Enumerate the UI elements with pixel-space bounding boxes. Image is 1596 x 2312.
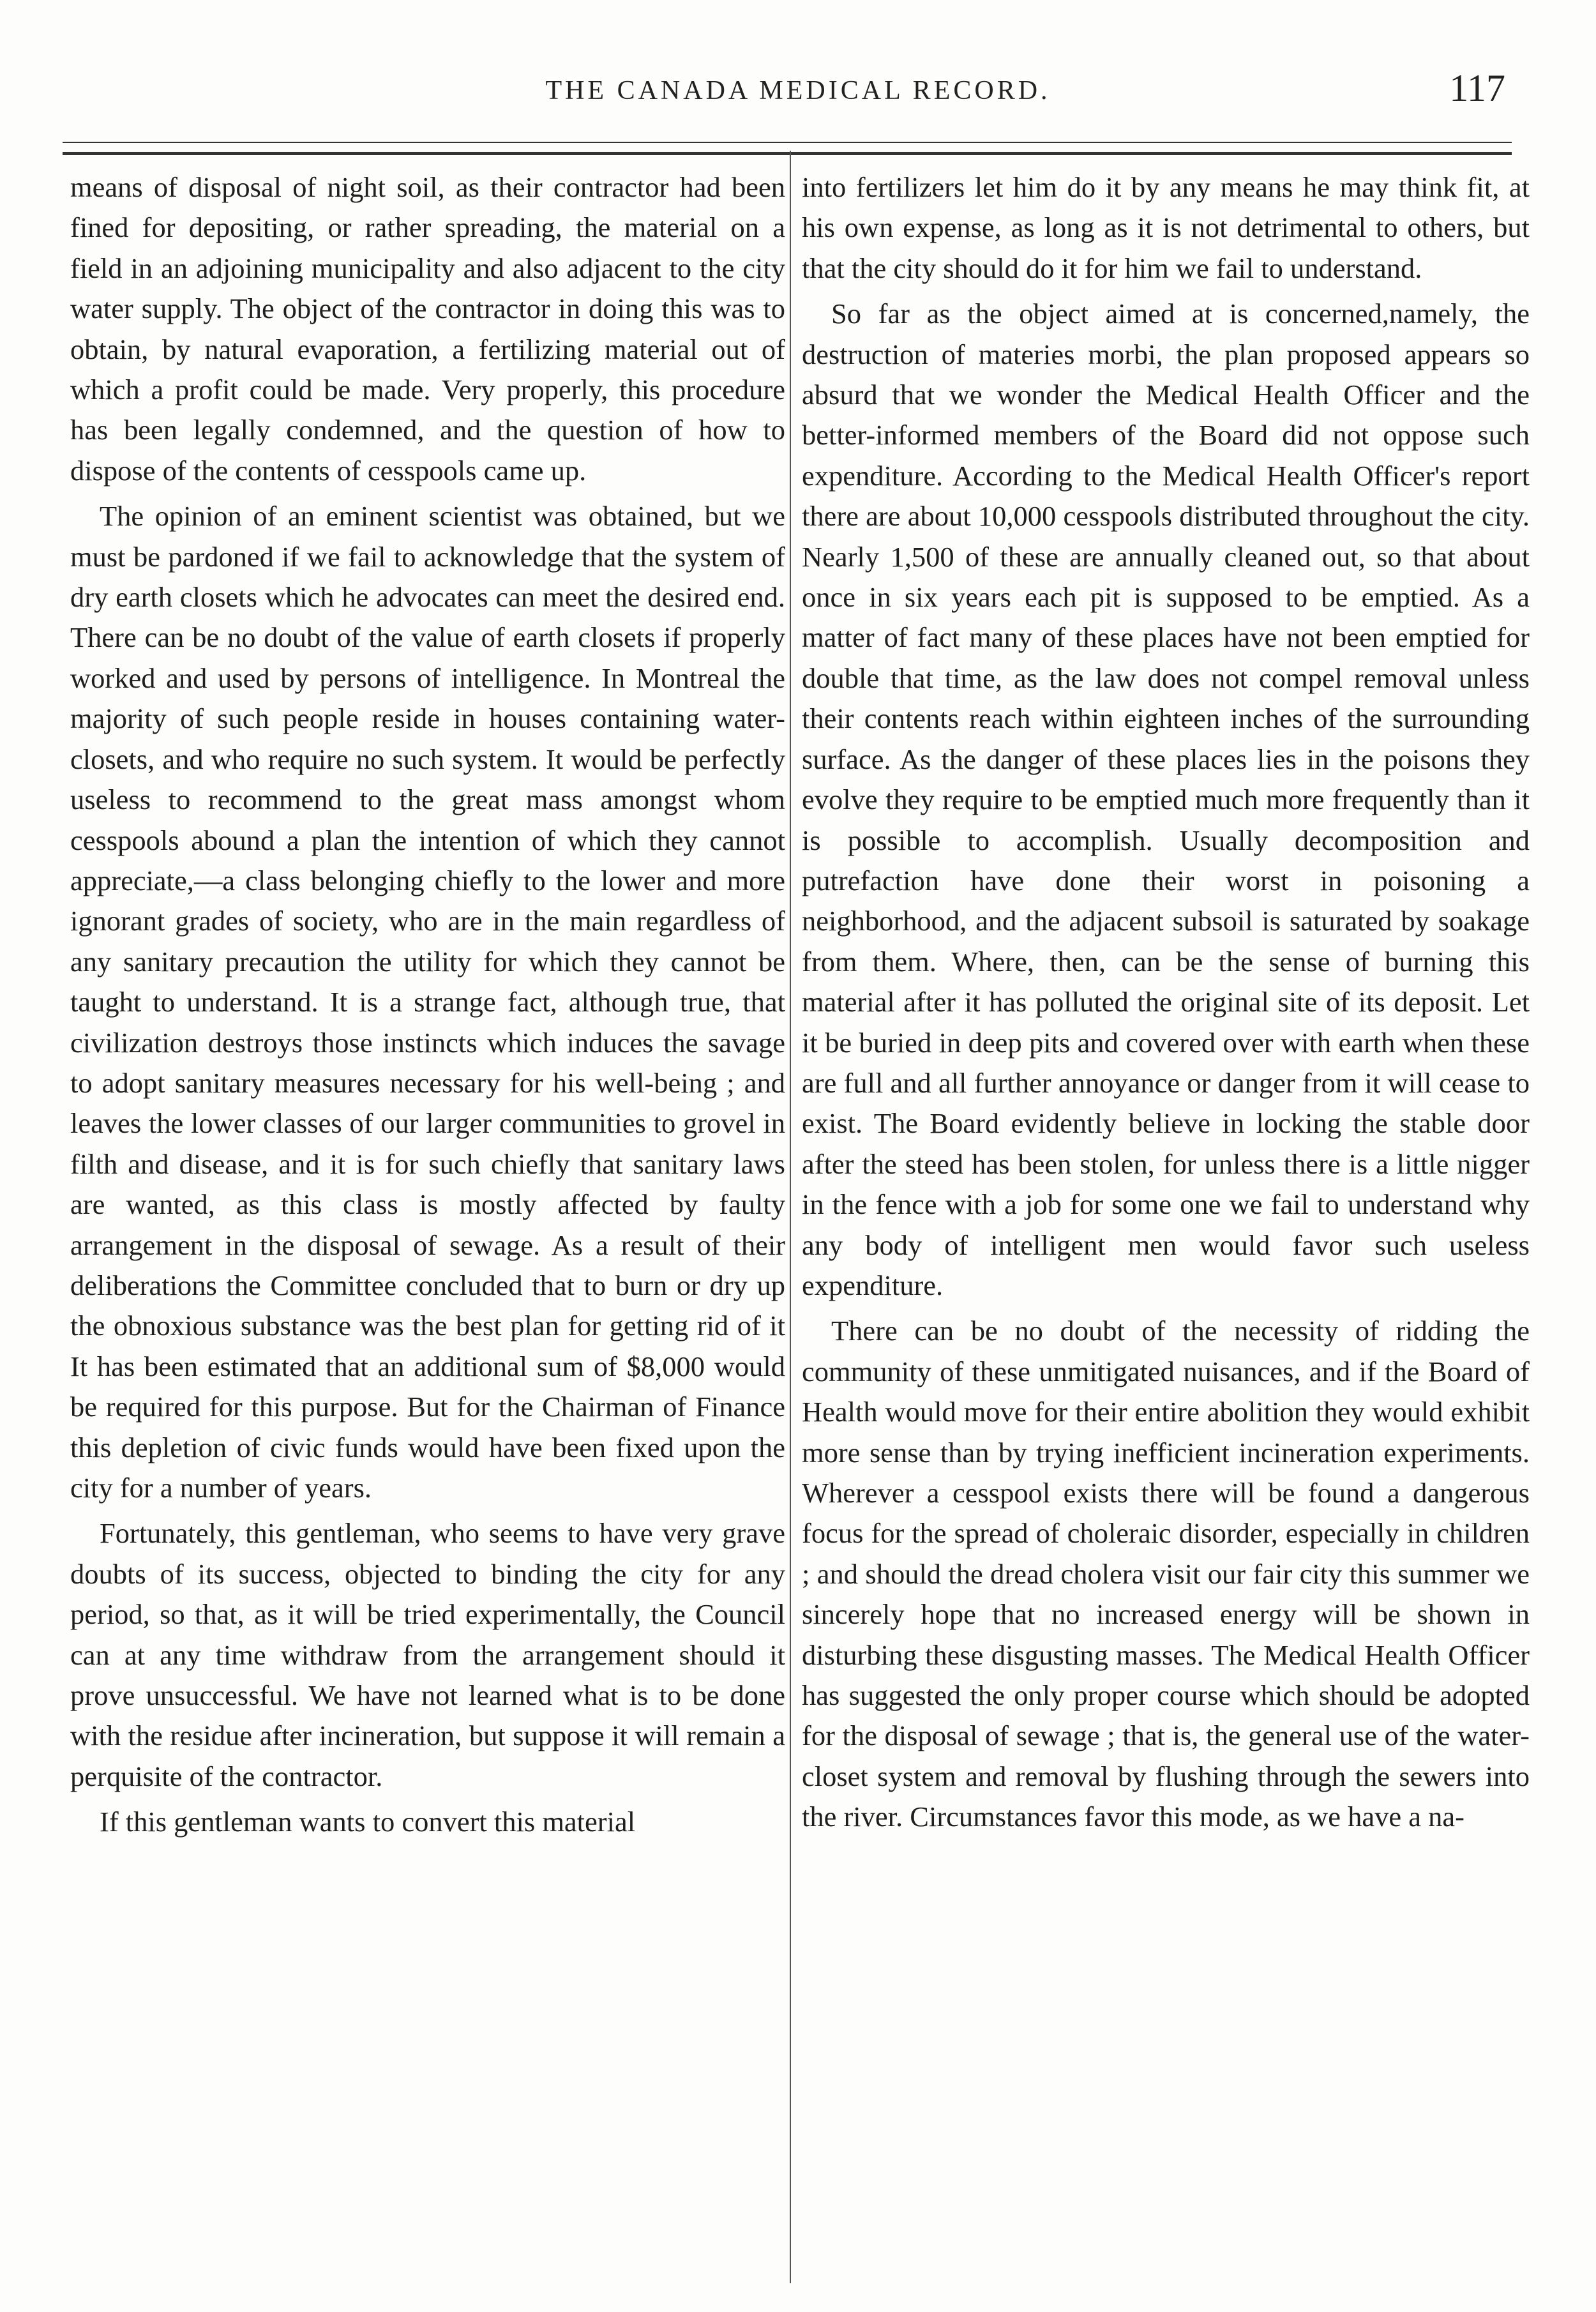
header-rule <box>63 142 1512 155</box>
paragraph: If this gentleman wants to convert this material <box>100 1806 636 1838</box>
paragraph: into fertilizers let him do it by any means he may think fit, at his own expense, as long as it is not detrimental to others, but that the city should do it for him we fail to understand. <box>802 171 1530 284</box>
paragraph: means of disposal of night soil, as their contractor had been fined for depositing, or rather spreading, the material on a field in an adjoining municipality and also adjacent to the city water supply. The object of the contractor in doing this was to obtain, by natural evaporation, a fertilizing material out of which a profit could be made. Very properly, this procedure has been legally condemned, and the question of how to dispose of the contents of cesspools came up. <box>70 171 785 487</box>
right-column <box>802 167 1530 1843</box>
column-divider <box>790 151 791 2283</box>
paragraph: There can be no doubt of the necessity of ridding the community of these unmitigated nuisances, and if the Board of Health would move for their entire abolition they would exhibit more sense than by trying inefficient incineration experiments. Wherever a cesspool exists there will be found a dangerous focus for the spread of choleraic disorder, especially in children ; and should the dread cholera visit our fair city this summer we sincerely hope that no increased energy will be shown in disturbing these disgusting masses. The Medical Health Officer has suggested the only proper course which should be adopted for the disposal of sewage ; that is, the general use of the water-closet system and removal by flushing through the sewers into the river. Circumstances favor this mode, as we have a na- <box>802 1315 1530 1833</box>
left-column <box>70 167 785 1848</box>
paragraph: So far as the object aimed at is concerned,namely, the destruction of materies morbi, the plan proposed appears so absurd that we wonder the Medical Health Officer and the better-informed members of the Board did not oppose such expenditure. According to the Medical Health Officer's report there are about 10,000 cesspools distributed throughout the city. Nearly 1,500 of these are annually cleaned out, so that about once in six years each pit is supposed to be emptied. As a matter of fact many of these places have not been emptied for double that time, as the law does not compel removal unless their contents reach within eighteen inches of the surrounding surface. As the danger of these places lies in the poisons they evolve they require to be emptied much more frequently than it is possible to accomplish. Usually decomposition and putrefaction have done their worst in poisoning a neighborhood, and the adjacent subsoil is saturated by soakage from them. Where, then, can be the sense of burning this material after it has polluted the original site of its deposit. Let it be buried in deep pits and covered over with earth when these are full and all further annoyance or danger from it will cease to exist. The Board evidently believe in locking the stable door after the steed has been stolen, for unless there is a little nigger in the fence with a job for some one we fail to understand why any body of intelligent men would favor such useless expenditure. <box>802 298 1530 1301</box>
paragraph: The opinion of an eminent scientist was obtained, but we must be pardoned if we fail to acknowledge that the system of dry earth closets which he advocates can meet the desired end. There can be no doubt of the value of earth closets if properly worked and used by persons of intelligence. In Montreal the majority of such people reside in houses containing water-closets, and who require no such system. It would be perfectly useless to recommend to the great mass amongst whom cesspools abound a plan the intention of which they cannot appreciate,—a class belonging chiefly to the lower and more ignorant grades of society, who are in the main regardless of any sanitary precaution the utility for which they cannot be taught to understand. It is a strange fact, although true, that civilization destroys those instincts which induces the savage to adopt sanitary measures necessary for his well-being ; and leaves the lower classes of our larger communities to grovel in filth and disease, and it is for such chiefly that sanitary laws are wanted, as this class is mostly affected by faulty arrangement in the disposal of sewage. As a result of their deliberations the Committee concluded that to burn or dry up the obnoxious substance was the best plan for getting rid of it It has been estimated that an additional sum of $8,000 would be required for this purpose. But for the Chairman of Finance this depletion of civic funds would have been fixed upon the city for a number of years. <box>70 500 785 1504</box>
running-head <box>0 66 1596 117</box>
journal-title: THE CANADA MEDICAL RECORD. <box>545 76 1051 105</box>
paragraph: Fortunately, this gentleman, who seems to have very grave doubts of its success, objected to binding the city for any period, so that, as it will be tried experimentally, the Council can at any time withdraw from the arrangement should it prove unsuccessful. We have not learned what is to be done with the residue after incineration, but suppose it will remain a perquisite of the contractor. <box>70 1517 785 1792</box>
page-number: 117 <box>1449 67 1505 109</box>
